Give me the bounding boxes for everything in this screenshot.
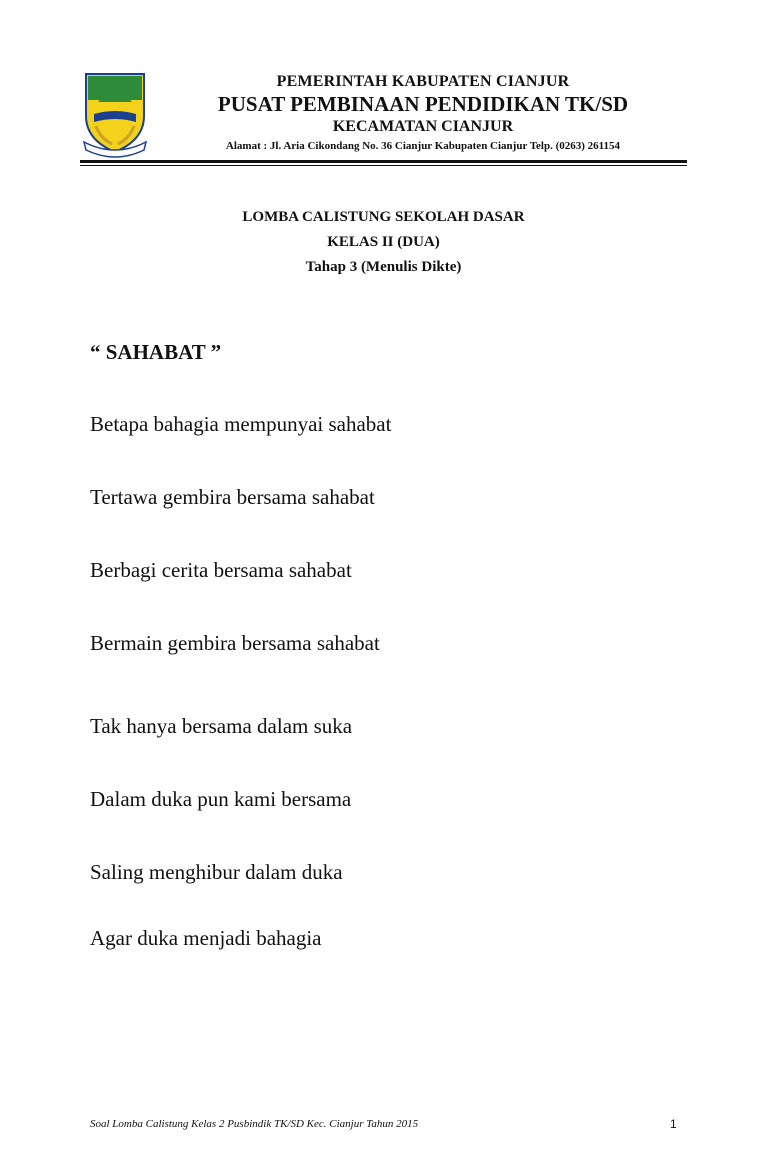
poem-line: Bermain gembira bersama sahabat [90, 631, 380, 655]
stage-title: Tahap 3 (Menulis Dikte) [305, 259, 462, 275]
poem-line: Agar duka menjadi bahagia [90, 926, 322, 950]
institution-name: PUSAT PEMBINAAN PENDIDIKAN TK/SD [217, 92, 629, 116]
letterhead-rule-thick [80, 160, 687, 163]
grade-title: KELAS II (DUA) [327, 234, 440, 250]
poem-line: Berbagi cerita bersama sahabat [90, 558, 352, 582]
document-titles [80, 205, 687, 280]
address-line: Alamat : Jl. Aria Cikondang No. 36 Cianjur Kabupaten Cianjur Telp. (0263) 261154 [225, 140, 621, 152]
district-name: KECAMATAN CIANJUR [332, 118, 514, 135]
government-name: PEMERINTAH KABUPATEN CIANJUR [276, 73, 570, 90]
poem-line: Betapa bahagia mempunyai sahabat [90, 412, 392, 436]
poem-line: Saling menghibur dalam duka [90, 860, 343, 884]
page-number: 1 [670, 1117, 677, 1131]
letterhead-rule-thin [80, 165, 687, 166]
footer-text: Soal Lomba Calistung Kelas 2 Pusbindik TK/SD Kec. Cianjur Tahun 2015 [90, 1118, 419, 1130]
poem-title: “ SAHABAT ” [90, 340, 222, 364]
competition-title: LOMBA CALISTUNG SEKOLAH DASAR [242, 209, 525, 225]
regency-crest-icon [80, 70, 150, 158]
poem-line: Tak hanya bersama dalam suka [90, 714, 353, 738]
poem-line: Dalam duka pun kami bersama [90, 787, 352, 811]
poem-line: Tertawa gembira bersama sahabat [90, 485, 375, 509]
letterhead [160, 72, 686, 154]
